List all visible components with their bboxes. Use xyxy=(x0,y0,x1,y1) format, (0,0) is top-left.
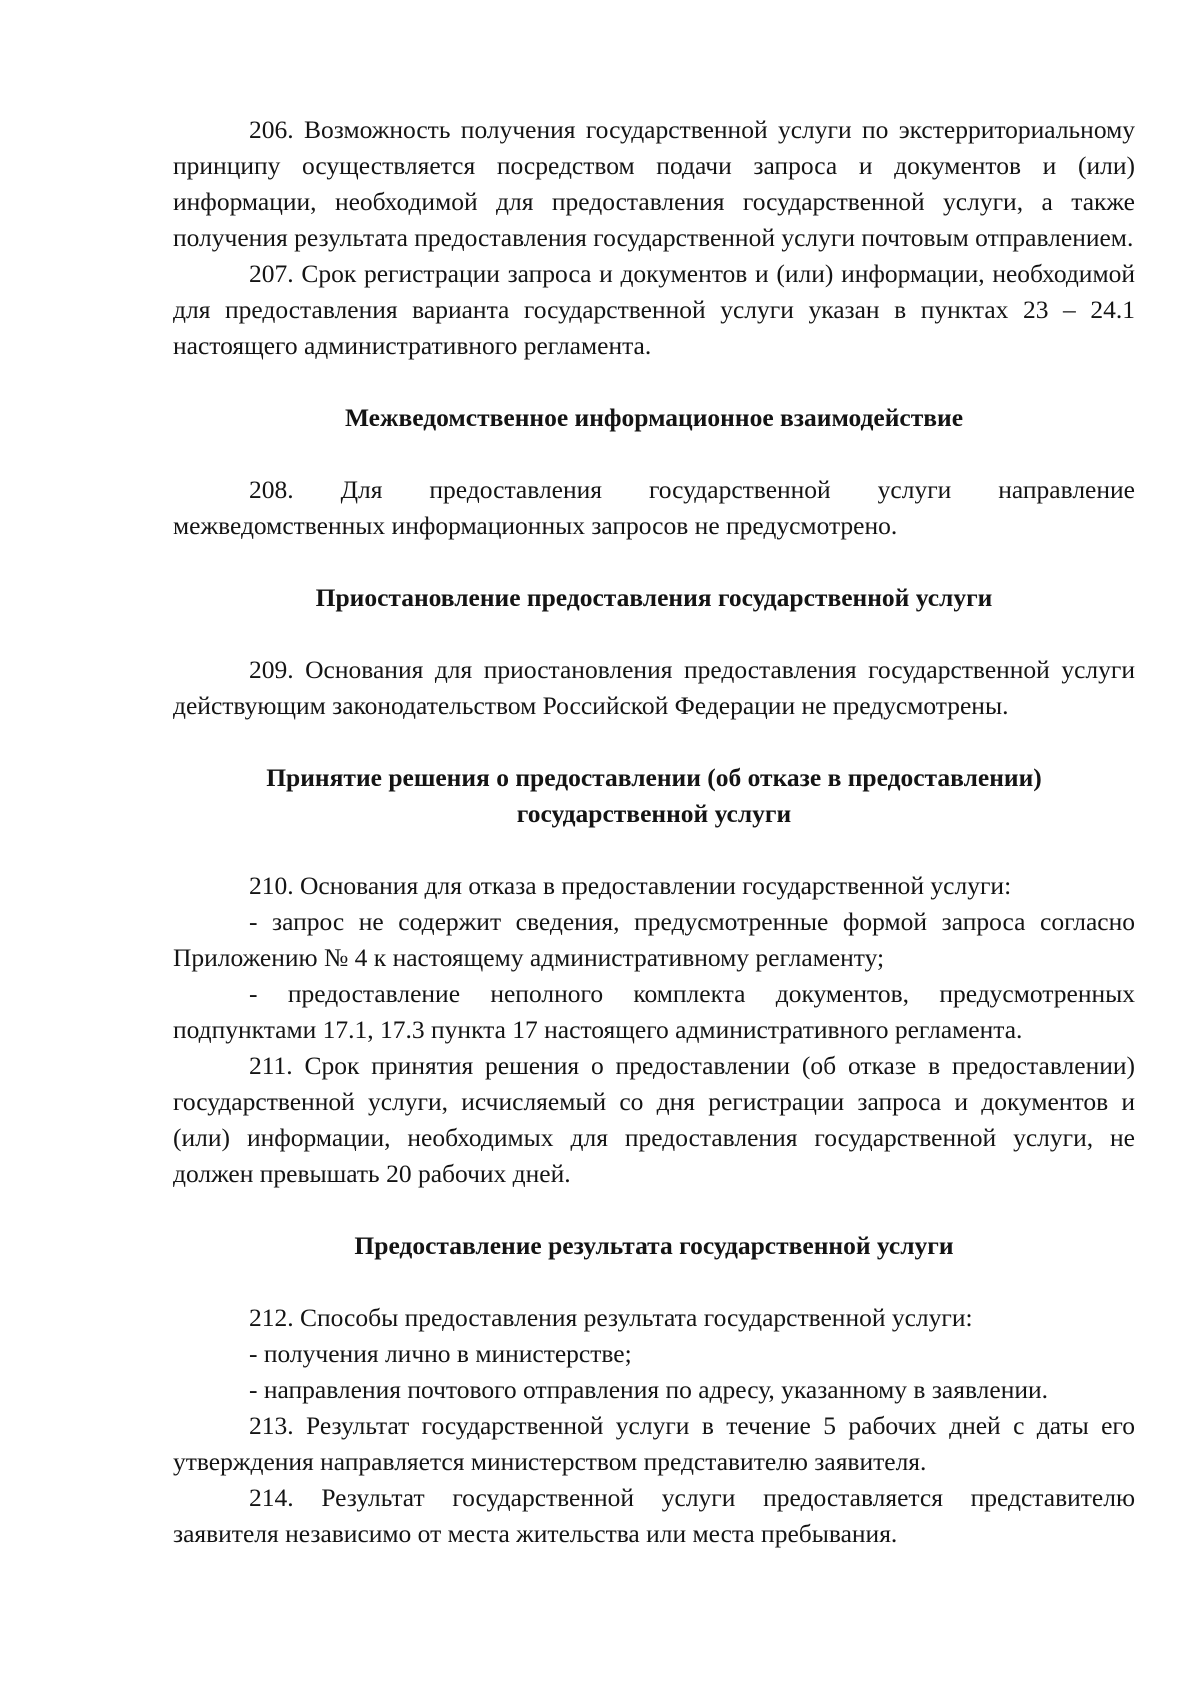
section-heading-interagency: Межведомственное информационное взаимодействие xyxy=(344,403,964,432)
paragraph-213: 213. Результат государственной услуги в течение 5 рабочих дней с даты его утверждения направляется министерством представителю заявителя. xyxy=(173,1411,1135,1476)
document-page xyxy=(173,112,1135,1552)
section-heading-suspension: Приостановление предоставления государственной услуги xyxy=(315,583,993,612)
paragraph-208: 208. Для предоставления государственной услуги направление межведомственных информационных запросов не предусмотрено. xyxy=(173,475,1135,540)
paragraph-210: 210. Основания для отказа в предоставлении государственной услуги: xyxy=(249,871,1012,900)
paragraph-206: 206. Возможность получения государственной услуги по экстерриториальному принципу осуществляется посредством подачи запроса и документов и (или) информации, необходимой для предоставления государственной услуги, а также получения результата предоставления государственной услуги почтовым отправлением. xyxy=(173,115,1135,252)
paragraph-214: 214. Результат государственной услуги предоставляется представителю заявителя независимо от места жительства или места пребывания. xyxy=(173,1483,1135,1548)
paragraph-210-item-1: - запрос не содержит сведения, предусмотренные формой запроса согласно Приложению № 4 к настоящему административному регламенту; xyxy=(173,907,1135,972)
paragraph-207: 207. Срок регистрации запроса и документов и (или) информации, необходимой для предоставления варианта государственной услуги указан в пунктах 23 – 24.1 настоящего административного регламента. xyxy=(173,259,1135,360)
paragraph-210-item-2: - предоставление неполного комплекта документов, предусмотренных подпунктами 17.1, 17.3 пункта 17 настоящего административного регламента. xyxy=(173,979,1135,1044)
paragraph-212-item-2: - направления почтового отправления по адресу, указанному в заявлении. xyxy=(249,1375,1049,1404)
section-heading-result: Предоставление результата государственной услуги xyxy=(354,1231,954,1260)
paragraph-209: 209. Основания для приостановления предоставления государственной услуги действующим законодательством Российской Федерации не предусмотрены. xyxy=(173,655,1135,720)
paragraph-211: 211. Срок принятия решения о предоставлении (об отказе в предоставлении) государственной услуги, исчисляемый со дня регистрации запроса и документов и (или) информации, необходимых для предоставления государственной услуги, не должен превышать 20 рабочих дней. xyxy=(173,1051,1135,1188)
paragraph-212: 212. Способы предоставления результата государственной услуги: xyxy=(249,1303,973,1332)
section-heading-decision-line2: государственной услуги xyxy=(516,799,792,828)
section-heading-decision-line1: Принятие решения о предоставлении (об отказе в предоставлении) xyxy=(266,763,1042,792)
paragraph-212-item-1: - получения лично в министерстве; xyxy=(249,1339,632,1368)
